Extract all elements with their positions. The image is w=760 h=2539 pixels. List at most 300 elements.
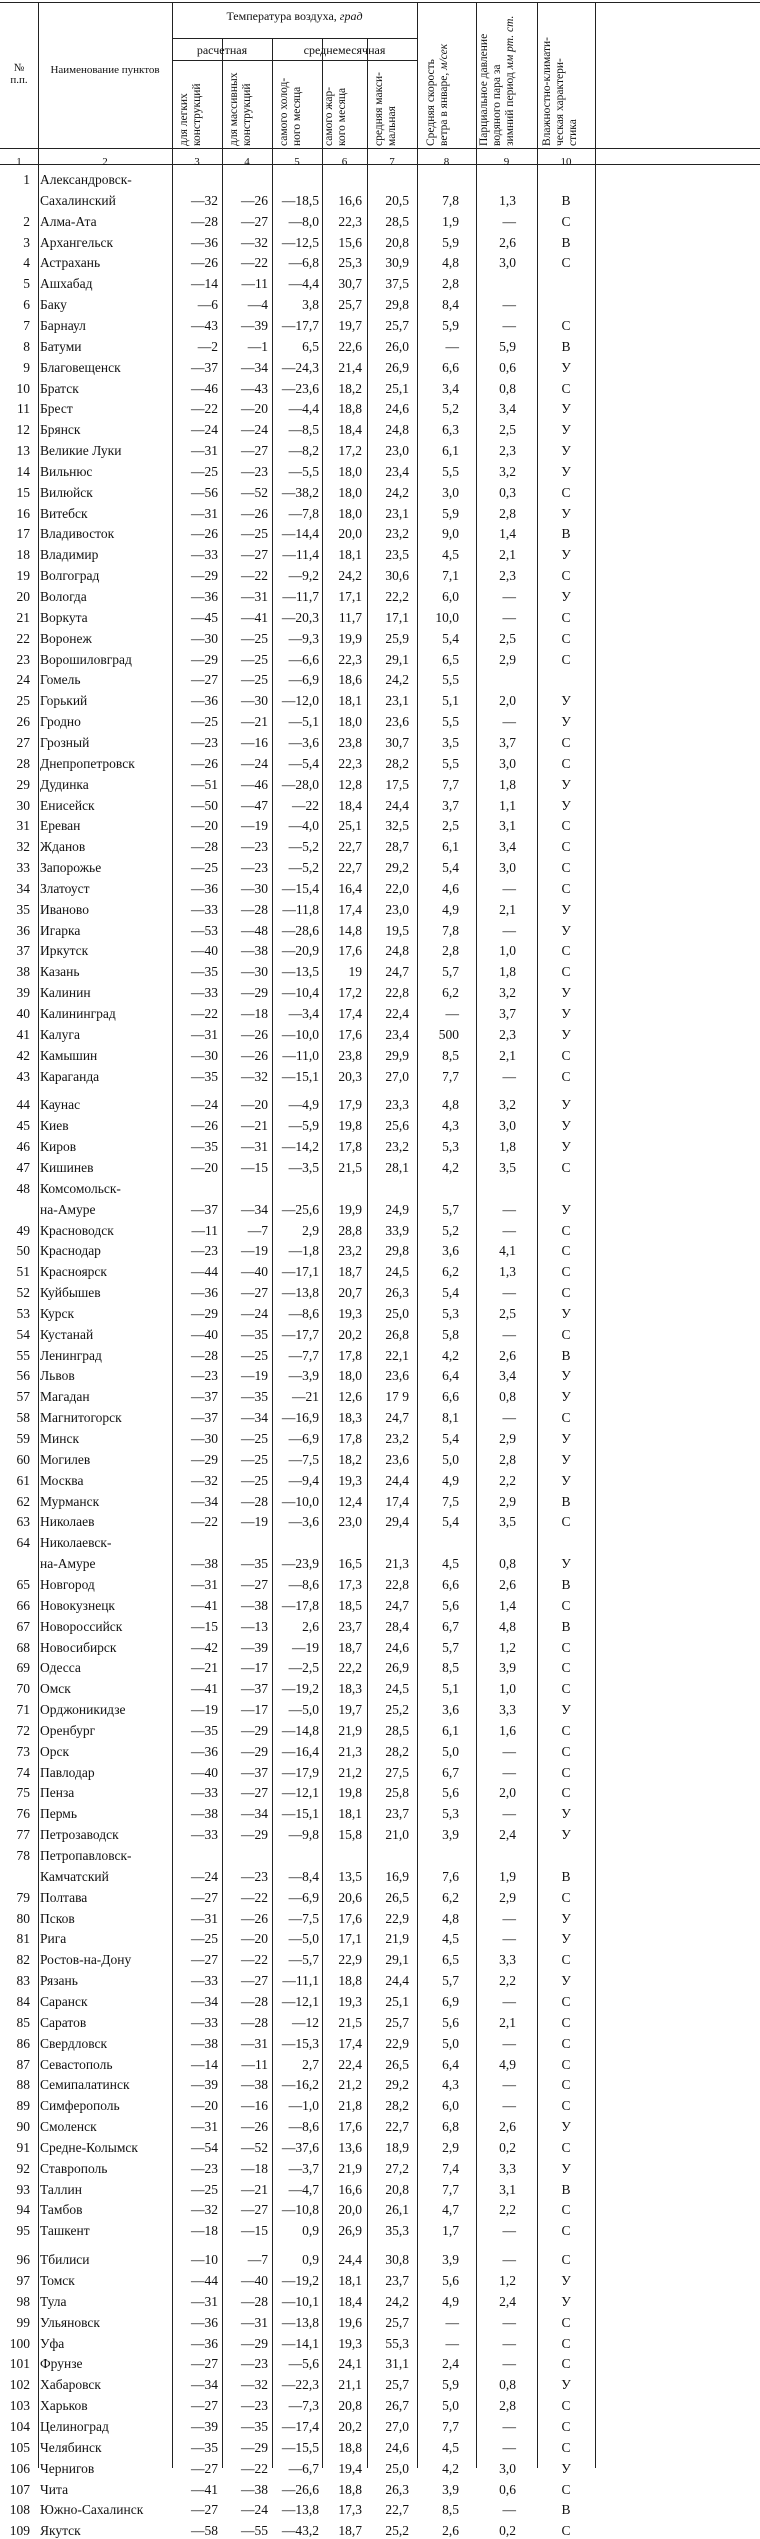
location-name: Одесса [40,1660,81,1676]
cell-col-7: 27,5 [385,1764,409,1780]
cell-col-4: —27 [241,1285,268,1301]
cell-col-3: —38 [191,2035,218,2051]
cell-col-6: 14,8 [338,922,362,938]
cell-col-8: 6,5 [442,651,459,667]
row-number: 7 [23,317,30,333]
cell-col-6: 18,4 [338,797,362,813]
cell-col-10: С [561,880,571,896]
cell-col-7: 22,4 [385,1006,409,1021]
cell-col-9: 2,5 [499,422,516,438]
cell-col-9: 2,9 [499,1889,516,1905]
row-number: 45 [16,1118,30,1134]
row-number: 25 [16,693,30,709]
cell-col-4: —1 [247,338,268,354]
cell-col-3: —26 [191,755,218,771]
cell-col-4: —34 [241,1201,268,1217]
cell-col-9: 3,2 [499,463,516,479]
cell-col-7: 24,9 [385,1201,409,1217]
cell-col-9: 1,2 [499,2273,516,2288]
location-name: Мурманск [40,1493,100,1509]
cell-col-5: —13,5 [281,964,319,980]
location-name: Ленинград [40,1347,102,1363]
cell-col-5: —14,1 [281,2335,319,2351]
location-name: Свердловск [40,2035,108,2051]
location-name: Гродно [40,714,81,730]
cell-col-6: 17,3 [338,2502,362,2518]
cell-col-3: —37 [191,359,218,375]
location-name: Ворошиловград [40,651,132,667]
cell-col-8: 5,4 [442,860,459,876]
cell-col-8: 4,5 [442,547,459,563]
cell-col-3: —26 [191,255,218,271]
row-number: 29 [16,776,30,792]
cell-col-6: 30,7 [338,276,362,292]
cell-col-8: 5,6 [442,1597,459,1613]
cell-col-9: — [502,213,516,229]
colnum-9: 9 [503,156,510,168]
cell-col-6: 17,3 [338,1576,362,1592]
cell-col-8: — [445,2335,459,2351]
cell-col-9: — [502,1410,516,1426]
row-number: 68 [16,1639,30,1655]
cell-col-8: 4,5 [442,1556,459,1572]
cell-col-10: У [561,2273,571,2288]
cell-col-3: —33 [191,1827,218,1843]
cell-col-6: 20,3 [338,1068,362,1084]
cell-col-8: 5,4 [442,1514,459,1530]
cell-col-7: 23,2 [385,1431,409,1446]
cell-col-5: —6,6 [288,651,319,667]
cell-col-10: В [561,1493,571,1509]
cell-col-4: —31 [241,1139,268,1155]
cell-col-5: —19,2 [281,2273,319,2288]
cell-col-7: 22,7 [385,2502,409,2518]
row-number: 90 [16,2119,30,2135]
cell-col-8: 3,4 [442,380,459,396]
cell-col-6: 22,3 [338,651,362,667]
cell-col-9: 2,4 [499,2293,516,2309]
cell-col-10: В [561,2502,571,2518]
location-name: Петропавловск- [40,1848,132,1863]
cell-col-6: 20,2 [338,2418,362,2434]
row-number: 100 [9,2335,30,2351]
location-name: Петрозаводск [40,1827,119,1843]
cell-col-4: —15 [241,1159,268,1175]
cell-col-8: 3,9 [442,2252,459,2268]
cell-col-6: 26,9 [338,2223,362,2239]
cell-col-8: 6,1 [442,443,459,459]
row-number: 19 [16,568,30,584]
cell-col-3: —20 [191,1159,218,1175]
cell-col-8: 2,6 [442,2523,459,2539]
cell-col-3: —25 [191,1931,218,1947]
cell-col-6: 21,9 [338,1722,362,1738]
cell-col-10: У [561,505,571,521]
cell-col-6: 18,3 [338,1681,362,1697]
cell-col-5: —16,4 [281,1743,319,1759]
cell-col-4: —26 [241,1047,268,1063]
cell-col-7: 18,9 [385,2139,409,2155]
cell-col-10: У [561,2293,571,2309]
cell-col-10: С [561,2356,571,2372]
cell-col-6: 23,8 [338,1047,362,1063]
cell-col-3: —30 [191,630,218,646]
cell-col-5: —4,0 [288,818,319,834]
cell-col-7: 28,4 [385,1618,409,1634]
cell-col-3: —23 [191,1368,218,1384]
row-number: 1 [23,172,30,187]
cell-col-7: 25,7 [385,2377,409,2393]
cell-col-8: 4,3 [442,2077,459,2093]
location-name: Каунас [40,1097,81,1113]
header-avg: среднемесячная [303,43,386,57]
row-number: 87 [16,2056,30,2072]
cell-col-5: —9,3 [288,630,319,646]
cell-col-8: 8,4 [442,297,459,313]
cell-col-7: 24,7 [385,1597,409,1613]
cell-col-10: У [561,443,571,459]
row-number: 96 [16,2252,30,2268]
cell-col-7: 28,2 [385,755,409,771]
cell-col-5: —5,7 [288,1952,319,1968]
cell-col-5: —7,5 [288,1910,319,1926]
cell-col-5: —10,0 [281,1493,319,1509]
cell-col-10: В [561,234,571,250]
cell-col-5: —43,2 [281,2523,319,2539]
cell-col-5: —15,1 [281,1806,319,1822]
location-name: Алма-Ата [40,213,97,229]
cell-col-10: С [561,2439,571,2455]
cell-col-10: У [561,1006,571,1021]
cell-col-4: —23 [241,2356,268,2372]
cell-col-3: —35 [191,1139,218,1155]
cell-col-8: 2,8 [442,943,459,959]
cell-col-10: У [561,422,571,438]
row-number: 101 [9,2356,30,2372]
cell-col-3: —31 [191,1576,218,1592]
cell-col-8: 7,7 [442,776,459,792]
cell-col-6: 20,6 [338,1889,362,1905]
location-name: Павлодар [40,1764,95,1780]
location-name: Харьков [40,2398,88,2414]
cell-col-10: С [561,2418,571,2434]
cell-col-10: У [561,1201,571,1217]
cell-col-4: —17 [241,1702,268,1718]
cell-col-7: 25,7 [385,2014,409,2030]
cell-col-3: —28 [191,213,218,229]
cell-col-3: —33 [191,547,218,563]
location-name: Тула [40,2293,67,2309]
cell-col-5: —10,0 [281,1026,319,1042]
cell-col-5: —11,7 [282,589,319,604]
cell-col-8: 6,2 [442,985,459,1001]
cell-col-8: 6,1 [442,839,459,855]
cell-col-9: 2,0 [499,693,516,709]
cell-col-4: —35 [241,1389,268,1405]
cell-col-5: —23,6 [281,380,319,396]
cell-col-4: —40 [241,2273,268,2288]
location-name: Новосибирск [40,1639,117,1655]
location-name: Могилев [40,1451,91,1467]
cell-col-7: 23,0 [385,443,409,459]
row-number: 73 [16,1743,30,1759]
cell-col-5: 0,9 [302,2223,319,2239]
cell-col-3: —29 [191,1305,218,1321]
cell-col-10: С [561,630,571,646]
cell-col-3: —39 [191,2077,218,2093]
cell-col-7: 23,2 [385,526,409,542]
cell-col-5: —22 [292,797,319,813]
cell-col-6: 18,0 [338,714,362,730]
cell-col-8: 5,9 [442,505,459,521]
cell-col-8: 5,7 [442,1639,459,1655]
cell-col-3: —45 [191,609,218,625]
location-name: Чернигов [40,2460,95,2476]
location-name: Челябинск [40,2439,102,2455]
cell-col-7: 17,4 [385,1493,409,1509]
cell-col-3: —31 [191,2293,218,2309]
cell-col-8: 2,9 [442,2139,459,2155]
cell-col-5: —12,1 [281,1785,319,1801]
row-number: 31 [16,818,30,834]
cell-col-3: —24 [191,1097,218,1113]
cell-col-3: —25 [191,714,218,730]
cell-col-3: —14 [191,2056,218,2072]
cell-col-3: —37 [191,1201,218,1217]
cell-col-7: 28,7 [385,839,409,855]
cell-col-8: 4,9 [442,2293,459,2309]
cell-col-7: 25,6 [385,1118,409,1134]
row-number: 81 [16,1931,30,1947]
location-name: Саранск [40,1993,88,2009]
cell-col-9: — [502,2502,516,2518]
row-number: 49 [16,1222,30,1238]
row-number: 40 [16,1006,30,1021]
cell-col-9: — [502,2314,516,2330]
cell-col-3: —34 [191,1993,218,2009]
location-name: Жданов [40,839,86,855]
row-number: 23 [16,651,30,667]
cell-col-10: С [561,1243,571,1259]
cell-col-8: 5,9 [442,2377,459,2393]
cell-col-7: 17,5 [385,776,409,792]
cell-col-8: 4,8 [442,1910,459,1926]
cell-col-5: —5,5 [288,463,319,479]
cell-col-3: —43 [191,317,218,333]
row-number: 28 [16,755,30,771]
cell-col-4: —32 [241,234,268,250]
cell-col-5: —17,8 [281,1597,319,1613]
cell-col-9: 2,0 [499,1785,516,1801]
cell-col-7: 22,2 [385,589,409,604]
cell-col-10: У [561,776,571,792]
row-number: 11 [17,401,30,417]
cell-col-3: —15 [191,1618,218,1634]
cell-col-4: —7 [247,2252,268,2268]
cell-col-10: С [561,964,571,980]
row-number: 50 [16,1243,30,1259]
cell-col-7: 22,8 [385,1576,409,1592]
cell-col-10: С [561,860,571,876]
location-name: Вологда [40,589,87,604]
cell-col-9: 4,8 [499,1618,516,1634]
cell-col-10: С [561,1285,571,1301]
cell-col-8: 6,6 [442,359,459,375]
cell-col-5: —9,8 [288,1827,319,1843]
location-name: Гомель [40,672,81,688]
cell-col-7: 30,6 [385,568,409,584]
cell-col-9: 4,1 [499,1243,516,1259]
cell-col-8: 5,7 [442,1201,459,1217]
cell-col-6: 22,7 [338,839,362,855]
cell-col-9: 0,8 [499,380,516,396]
cell-col-8: 6,6 [442,1576,459,1592]
cell-col-8: 6,7 [442,1764,459,1780]
cell-col-10: С [561,1068,571,1084]
location-name: Куйбышев [40,1285,101,1301]
cell-col-3: —37 [191,1410,218,1426]
cell-col-8: 5,1 [442,1681,459,1697]
location-name: Ашхабад [40,276,93,292]
colnum-2: 2 [102,156,108,168]
cell-col-3: —36 [191,1743,218,1759]
cell-col-6: 18,5 [338,1597,362,1613]
cell-col-7: 22,7 [385,2119,409,2135]
cell-col-3: —29 [191,568,218,584]
cell-col-9: 3,2 [499,985,516,1001]
cell-col-8: 8,5 [442,1047,459,1063]
cell-col-6: 17,9 [338,1097,362,1113]
cell-col-6: 21,3 [338,1743,362,1759]
cell-col-5: —1,8 [288,1243,319,1259]
cell-col-9: — [502,1068,516,1084]
cell-col-9: 3,4 [499,839,516,855]
cell-col-9: 2,5 [499,1305,516,1321]
cell-col-8: 4,2 [442,1347,459,1363]
cell-col-9: 1,1 [499,797,516,813]
cell-col-8: 5,0 [442,1743,459,1759]
cell-col-6: 12,4 [338,1493,362,1509]
row-number: 99 [16,2314,30,2330]
cell-col-8: 5,2 [442,401,459,417]
cell-col-10: С [561,1785,571,1801]
row-number: 82 [16,1952,30,1968]
cell-col-8: 7,7 [442,1068,459,1084]
row-number: 24 [16,672,30,688]
cell-col-5: —28,0 [281,776,319,792]
header-temperature-group: Температура воздуха, град [226,9,363,23]
cell-col-3: —32 [191,2202,218,2218]
cell-col-3: —34 [191,1493,218,1509]
cell-col-6: 17,6 [338,943,362,959]
cell-col-8: 7,7 [442,2181,459,2197]
cell-col-9: 1,6 [499,1722,516,1738]
cell-col-8: 7,5 [442,1493,459,1509]
cell-col-6: 21,5 [338,1159,362,1175]
cell-col-10: У [561,1026,571,1042]
cell-col-6: 23,7 [338,1618,362,1634]
cell-col-6: 22,7 [338,860,362,876]
location-name: Новороссийск [40,1618,123,1634]
cell-col-9: — [502,2335,516,2351]
colnum-6: 6 [341,156,348,168]
location-name: Владивосток [40,526,115,542]
cell-col-8: 5,9 [442,234,459,250]
cell-col-3: —56 [191,484,218,500]
cell-col-10: У [561,1827,571,1843]
cell-col-5: —1,0 [288,2098,319,2114]
cell-col-9: 2,3 [499,1026,516,1042]
cell-col-5: —15,1 [281,1068,319,1084]
location-name: Магнитогорск [40,1410,122,1426]
cell-col-7: 26,9 [385,1660,409,1676]
cell-col-6: 18,4 [338,2293,362,2309]
row-number: 60 [16,1451,30,1467]
cell-col-4: —28 [241,2014,268,2030]
cell-col-5: —3,5 [288,1159,319,1175]
cell-col-5: —17,1 [281,1264,319,1280]
cell-col-6: 17,1 [338,1931,362,1947]
cell-col-8: 3,9 [442,2481,459,2497]
cell-col-10: С [561,818,571,834]
cell-col-8: 5,3 [442,1305,459,1321]
cell-col-10: С [561,1222,571,1238]
row-number: 42 [16,1047,30,1063]
cell-col-8: 4,6 [442,880,459,896]
row-number: 107 [9,2481,30,2497]
cell-col-3: —36 [191,693,218,709]
row-number: 67 [16,1618,30,1634]
cell-col-10: С [561,2314,571,2330]
cell-col-7: 19,5 [385,922,409,938]
location-name: Полтава [40,1889,88,1905]
cell-col-8: 5,3 [442,1139,459,1155]
cell-col-6: 18,0 [338,484,362,500]
cell-col-8: 5,6 [442,2014,459,2030]
cell-col-9: 3,3 [499,1702,516,1718]
cell-col-9: — [502,1222,516,1238]
row-number: 20 [16,589,30,604]
row-number: 32 [16,839,30,855]
cell-col-9: 1,0 [499,943,516,959]
cell-col-8: 6,3 [442,422,459,438]
location-name: Минск [40,1431,80,1446]
row-number: 15 [16,484,30,500]
cell-col-5: —4,4 [288,276,319,292]
location-name: Томск [40,2273,75,2288]
cell-col-6: 19,3 [338,1305,362,1321]
cell-col-9: 0,6 [499,359,516,375]
cell-col-4: —23 [241,860,268,876]
cell-col-9: 2,3 [499,568,516,584]
cell-col-4: —7 [247,1222,268,1238]
location-name: Караганда [40,1068,100,1084]
cell-col-8: 6,7 [442,1618,459,1634]
cell-col-9: — [502,2035,516,2051]
cell-col-6: 18,0 [338,463,362,479]
row-number: 10 [16,380,30,396]
cell-col-6: 19,3 [338,1472,362,1488]
cell-col-3: —27 [191,2356,218,2372]
cell-col-6: 19,8 [338,1785,362,1801]
row-number: 36 [16,922,30,938]
cell-col-5: —17,9 [281,1764,319,1780]
cell-col-4: —24 [241,2502,268,2518]
location-name: Баку [40,297,67,313]
cell-col-5: —8,6 [288,2119,319,2135]
cell-col-10: В [561,2181,571,2197]
row-number: 78 [16,1848,30,1863]
